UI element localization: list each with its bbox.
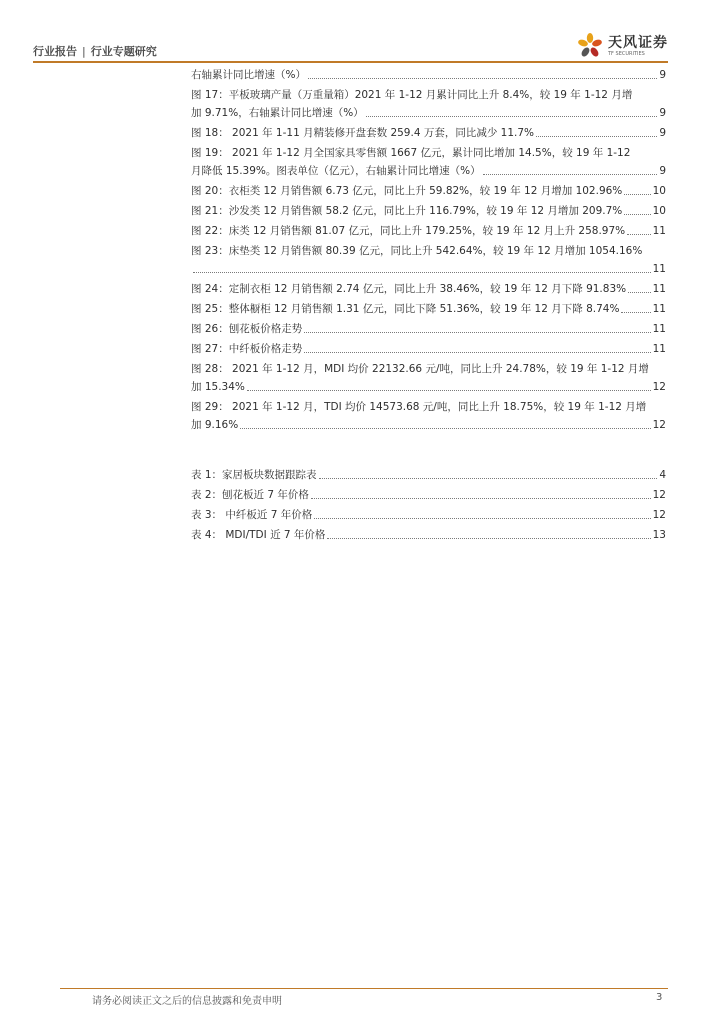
toc-leader-dots (308, 78, 657, 79)
toc-page-number: 9 (659, 127, 666, 139)
header-divider (33, 61, 668, 63)
toc-leader-dots (624, 214, 650, 215)
toc-entry-figure-25[interactable] (191, 300, 666, 318)
toc-entry-title-line2: 加 9.71%，右轴累计同比增速（%） (191, 107, 364, 119)
toc-entry-figure-18[interactable] (191, 124, 666, 142)
toc-page-number: 10 (652, 185, 666, 197)
toc-leader-dots (247, 390, 651, 391)
toc-page-number: 9 (659, 107, 666, 119)
toc-entry-figure-continued[interactable] (191, 66, 666, 84)
toc-page-number: 11 (652, 283, 666, 295)
flower-logo-icon (575, 31, 605, 61)
breadcrumb (33, 43, 157, 59)
toc-entry-title: 表 1：家居板块数据跟踪表 (191, 469, 317, 481)
toc-entry-figure-21[interactable] (191, 202, 666, 220)
table-of-contents (191, 66, 666, 546)
section-gap (191, 436, 666, 466)
breadcrumb-report-type: 行业报告 (33, 45, 77, 58)
toc-page-number: 12 (652, 419, 666, 431)
toc-leader-dots (483, 174, 658, 175)
toc-entry-title-line2: 加 9.16% (191, 419, 239, 431)
toc-entry-figure-27[interactable] (191, 340, 666, 358)
toc-entry-title-line1: 图 23：床垫类 12 月销售额 80.39 亿元，同比上升 542.64%，较 19 年 12 月增加 1054.16% (191, 245, 643, 257)
toc-leader-dots (624, 194, 650, 195)
toc-leader-dots (240, 428, 650, 429)
toc-entry-title-line2: 月降低 15.39%。图表单位（亿元），右轴累计同比增速（%） (191, 165, 481, 177)
toc-entry-title: 图 25：整体橱柜 12 月销售额 1.31 亿元，同比下降 51.36%，较 19 年 12 月下降 8.74% (191, 303, 620, 315)
toc-leader-dots (628, 292, 651, 293)
toc-entry-figure-17[interactable] (191, 86, 666, 122)
toc-entry-title-line1: 图 17：平板玻璃产量（万重量箱）2021 年 1-12 月累计同比上升 8.4%，较 19 年 1-12 月增 (191, 89, 633, 101)
toc-leader-dots (311, 498, 651, 499)
logo-chinese-name: 天风证券 (608, 34, 668, 51)
toc-entry-figure-22[interactable] (191, 222, 666, 240)
toc-entry-title: 图 20：衣柜类 12 月销售额 6.73 亿元，同比上升 59.82%，较 19 年 12 月增加 102.96% (191, 185, 623, 197)
footer-divider (60, 988, 668, 989)
toc-leader-dots (314, 518, 650, 519)
toc-entry-title: 表 2：刨花板近 7 年价格 (191, 489, 309, 501)
toc-entry-title: 表 3： 中纤板近 7 年价格 (191, 509, 313, 521)
toc-entry-table-1[interactable] (191, 466, 666, 484)
toc-entry-title: 图 26：刨花板价格走势 (191, 323, 303, 335)
toc-page-number: 9 (659, 165, 666, 177)
toc-leader-dots (536, 136, 657, 137)
toc-entry-table-2[interactable] (191, 486, 666, 504)
toc-leader-dots (366, 116, 658, 117)
toc-page-number: 11 (652, 323, 666, 335)
toc-leader-dots (304, 332, 650, 333)
toc-entry-table-3[interactable] (191, 506, 666, 524)
toc-leader-dots (327, 538, 650, 539)
toc-entry-figure-29[interactable] (191, 398, 666, 434)
toc-entry-figure-23[interactable] (191, 242, 666, 278)
toc-entry-figure-28[interactable] (191, 360, 666, 396)
toc-entry-title: 图 18： 2021 年 1-11 月精装修开盘套数 259.4 万套，同比减少 11.7% (191, 127, 535, 139)
logo-english-name: TF SECURITIES (608, 50, 645, 57)
toc-page-number: 11 (652, 225, 666, 237)
toc-entry-title-line1: 图 28： 2021 年 1-12 月，MDI 均价 22132.66 元/吨，同比上升 24.78%，较 19 年 1-12 月增 (191, 363, 649, 375)
toc-page-number: 13 (652, 529, 666, 541)
toc-leader-dots (304, 352, 650, 353)
toc-leader-dots (627, 234, 650, 235)
toc-page-number: 9 (659, 69, 666, 81)
toc-entry-title-line1: 图 29： 2021 年 1-12 月，TDI 均价 14573.68 元/吨，同比上升 18.75%，较 19 年 1-12 月增 (191, 401, 647, 413)
toc-entry-title-line2: 加 15.34% (191, 381, 245, 393)
toc-entry-title: 图 27：中纤板价格走势 (191, 343, 303, 355)
page-number: 3 (656, 992, 663, 1003)
toc-entry-title: 图 21：沙发类 12 月销售额 58.2 亿元，同比上升 116.79%，较 19 年 12 月增加 209.7% (191, 205, 623, 217)
toc-entry-title: 图 22：床类 12 月销售额 81.07 亿元，同比上升 179.25%，较 19 年 12 月上升 258.97% (191, 225, 626, 237)
toc-page-number: 11 (652, 303, 666, 315)
toc-page-number: 12 (652, 489, 666, 501)
toc-entry-figure-26[interactable] (191, 320, 666, 338)
toc-page-number: 11 (652, 343, 666, 355)
toc-entry-title: 右轴累计同比增速（%） (191, 69, 306, 81)
breadcrumb-report-subtype: 行业专题研究 (90, 45, 157, 58)
toc-page-number: 12 (652, 381, 666, 393)
toc-page-number: 4 (659, 469, 666, 481)
toc-page-number: 12 (652, 509, 666, 521)
toc-leader-dots (621, 312, 650, 313)
toc-entry-title-line1: 图 19： 2021 年 1-12 月全国家具零售额 1667 亿元，累计同比增加 14.5%，较 19 年 1-12 (191, 147, 631, 159)
toc-page-number: 10 (652, 205, 666, 217)
toc-entry-title: 图 24：定制衣柜 12 月销售额 2.74 亿元，同比上升 38.46%，较 19 年 12 月下降 91.83% (191, 283, 627, 295)
toc-entry-table-4[interactable] (191, 526, 666, 544)
toc-entry-title: 表 4： MDI/TDI 近 7 年价格 (191, 529, 326, 541)
toc-page-number: 11 (652, 263, 666, 275)
toc-entry-figure-24[interactable] (191, 280, 666, 298)
tf-securities-logo (575, 28, 668, 64)
breadcrumb-separator: | (82, 45, 86, 58)
toc-leader-dots (193, 272, 651, 273)
toc-entry-figure-19[interactable] (191, 144, 666, 180)
footer-disclaimer: 请务必阅读正文之后的信息披露和免责申明 (92, 996, 282, 1007)
toc-entry-figure-20[interactable] (191, 182, 666, 200)
toc-leader-dots (319, 478, 658, 479)
